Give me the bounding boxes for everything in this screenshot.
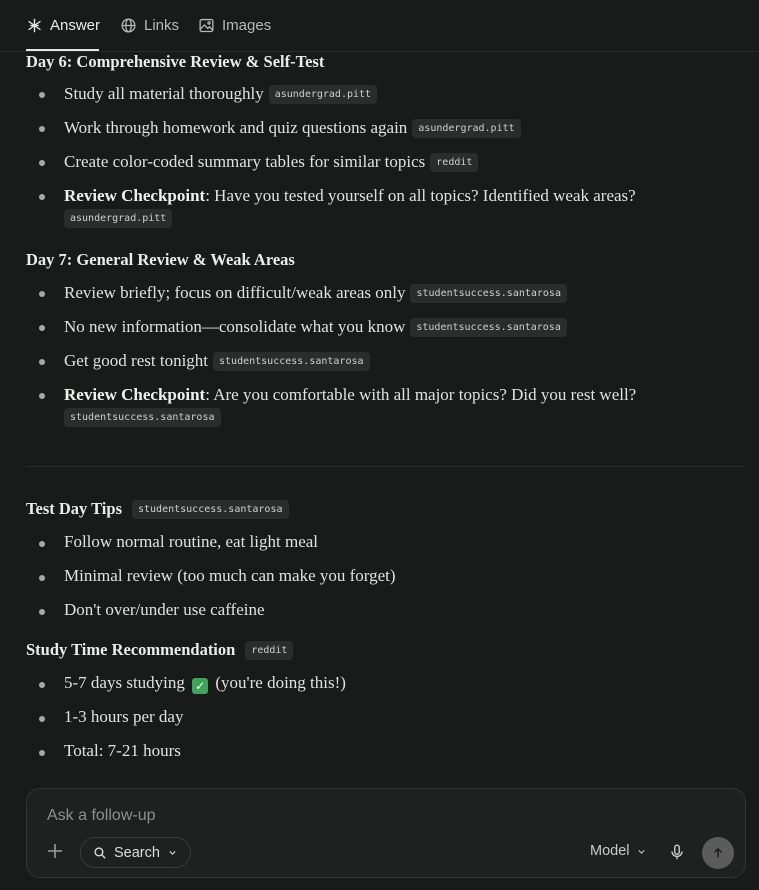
heading-text: Day 7: General Review & Weak Areas <box>26 250 295 269</box>
tab-label: Links <box>144 16 180 34</box>
model-label: Model <box>590 843 630 859</box>
bullet-dot <box>39 325 45 331</box>
bullet-dot <box>39 682 45 688</box>
microphone-icon[interactable] <box>668 843 686 861</box>
list-item <box>64 378 734 427</box>
answer-icon <box>26 17 43 34</box>
list-item <box>64 666 734 700</box>
checkmark-icon: ✓ <box>192 678 208 694</box>
heading-text: Test Day Tips <box>26 499 122 518</box>
item-text: No new information—consolidate what you know <box>64 317 406 336</box>
source-chip[interactable]: asundergrad.pitt <box>64 209 172 228</box>
list-item <box>64 310 734 344</box>
bullet-dot <box>39 194 45 200</box>
bullet-dot <box>39 393 45 399</box>
tab-answer[interactable] <box>26 14 100 36</box>
image-icon <box>198 17 215 34</box>
source-chip[interactable]: studentsuccess.santarosa <box>64 408 221 427</box>
source-chip[interactable]: studentsuccess.santarosa <box>410 318 567 337</box>
bullet-dot <box>39 750 45 756</box>
item-text: Get good rest tonight <box>64 351 209 370</box>
tab-label: Answer <box>50 16 101 34</box>
item-text: 5-7 days studying <box>64 673 185 692</box>
bullet-dot <box>39 716 45 722</box>
source-chip[interactable]: asundergrad.pitt <box>412 119 520 138</box>
section-divider <box>26 466 744 467</box>
item-text: Review briefly; focus on difficult/weak areas only <box>64 283 406 302</box>
checkpoint-label: Review Checkpoint <box>64 385 206 404</box>
list-item <box>64 179 734 228</box>
bullet-dot <box>39 359 45 365</box>
source-chip[interactable]: reddit <box>245 641 293 660</box>
source-chip[interactable]: studentsuccess.santarosa <box>410 284 567 303</box>
follow-up-composer <box>26 788 746 878</box>
chevron-down-icon <box>167 847 178 858</box>
list-item: Minimal review (too much can make you forget) <box>64 566 396 585</box>
chevron-down-icon <box>636 846 647 857</box>
list-item <box>64 111 734 145</box>
section-heading-day6 <box>26 52 324 72</box>
active-tab-indicator <box>26 49 99 51</box>
item-text: Work through homework and quiz questions again <box>64 118 408 137</box>
arrow-up-icon <box>711 846 725 860</box>
list-item: Don't over/under use caffeine <box>64 600 265 619</box>
bullet-dot <box>39 575 45 581</box>
bullet-dot <box>39 160 45 166</box>
plus-icon[interactable] <box>45 841 65 861</box>
list-item <box>64 145 734 179</box>
item-text: : Are you comfortable with all major topics? Did you rest well? <box>205 385 637 404</box>
list-item <box>64 276 734 310</box>
tab-images[interactable] <box>198 14 271 36</box>
search-mode-button[interactable] <box>80 837 191 868</box>
heading-text: Day 6: Comprehensive Review & Self-Test <box>26 52 325 71</box>
checkpoint-label: Review Checkpoint <box>64 186 206 205</box>
model-selector[interactable] <box>590 843 647 859</box>
bullet-dot <box>39 92 45 98</box>
item-text: Create color-coded summary tables for similar topics <box>64 152 426 171</box>
bullet-dot <box>39 609 45 615</box>
send-button[interactable] <box>702 837 734 869</box>
list-item: Total: 7-21 hours <box>64 741 181 760</box>
section-heading-test-day <box>26 499 289 519</box>
bullet-dot <box>39 541 45 547</box>
list-item: Follow normal routine, eat light meal <box>64 532 319 551</box>
heading-text: Study Time Recommendation <box>26 640 236 659</box>
section-heading-study-time <box>26 640 293 660</box>
tab-links[interactable] <box>120 14 179 36</box>
list-item <box>64 344 734 378</box>
globe-icon <box>120 17 137 34</box>
list-item <box>64 77 734 111</box>
section-heading-day7 <box>26 250 295 270</box>
source-chip[interactable]: reddit <box>430 153 478 172</box>
search-label: Search <box>114 844 160 861</box>
tab-bar <box>0 0 759 52</box>
item-text: : Have you tested yourself on all topics? Identified weak areas? <box>205 186 636 205</box>
source-chip[interactable]: studentsuccess.santarosa <box>132 500 289 519</box>
item-text: Study all material thoroughly <box>64 84 264 103</box>
item-text: (you're doing this!) <box>215 673 346 692</box>
tab-label: Images <box>222 16 272 34</box>
list-item: 1-3 hours per day <box>64 707 184 726</box>
follow-up-input[interactable] <box>47 807 647 825</box>
source-chip[interactable]: studentsuccess.santarosa <box>213 352 370 371</box>
bullet-dot <box>39 126 45 132</box>
source-chip[interactable]: asundergrad.pitt <box>269 85 377 104</box>
bullet-dot <box>39 291 45 297</box>
search-icon <box>93 846 107 860</box>
